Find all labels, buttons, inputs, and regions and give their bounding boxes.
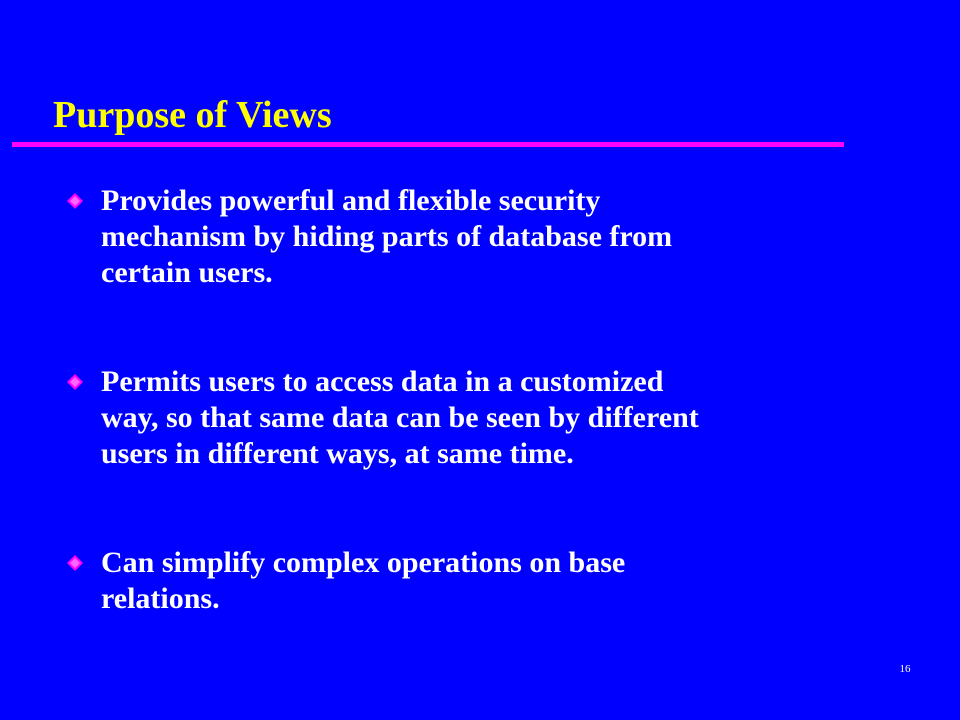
page-number: 16 — [899, 663, 911, 675]
diamond-bullet-icon — [67, 374, 83, 390]
slide-title: Purpose of Views — [53, 94, 332, 136]
diamond-bullet-icon — [67, 193, 83, 209]
bullet-line: users in different ways, at same time. — [101, 437, 574, 470]
bullet-line: certain users. — [101, 256, 273, 289]
bullet-line: Provides powerful and flexible security — [101, 184, 601, 217]
diamond-bullet-icon — [67, 555, 83, 571]
bullet-text — [101, 364, 871, 472]
bullet-line: mechanism by hiding parts of database from — [101, 220, 673, 253]
bullet-line: Can simplify complex operations on base — [101, 546, 626, 579]
bullet-text — [101, 183, 871, 291]
bullet-line: relations. — [101, 582, 220, 615]
title-underline — [12, 142, 844, 147]
bullet-line: way, so that same data can be seen by different — [101, 401, 699, 434]
bullet-line: Permits users to access data in a customized — [101, 365, 664, 398]
bullet-text — [101, 545, 871, 617]
